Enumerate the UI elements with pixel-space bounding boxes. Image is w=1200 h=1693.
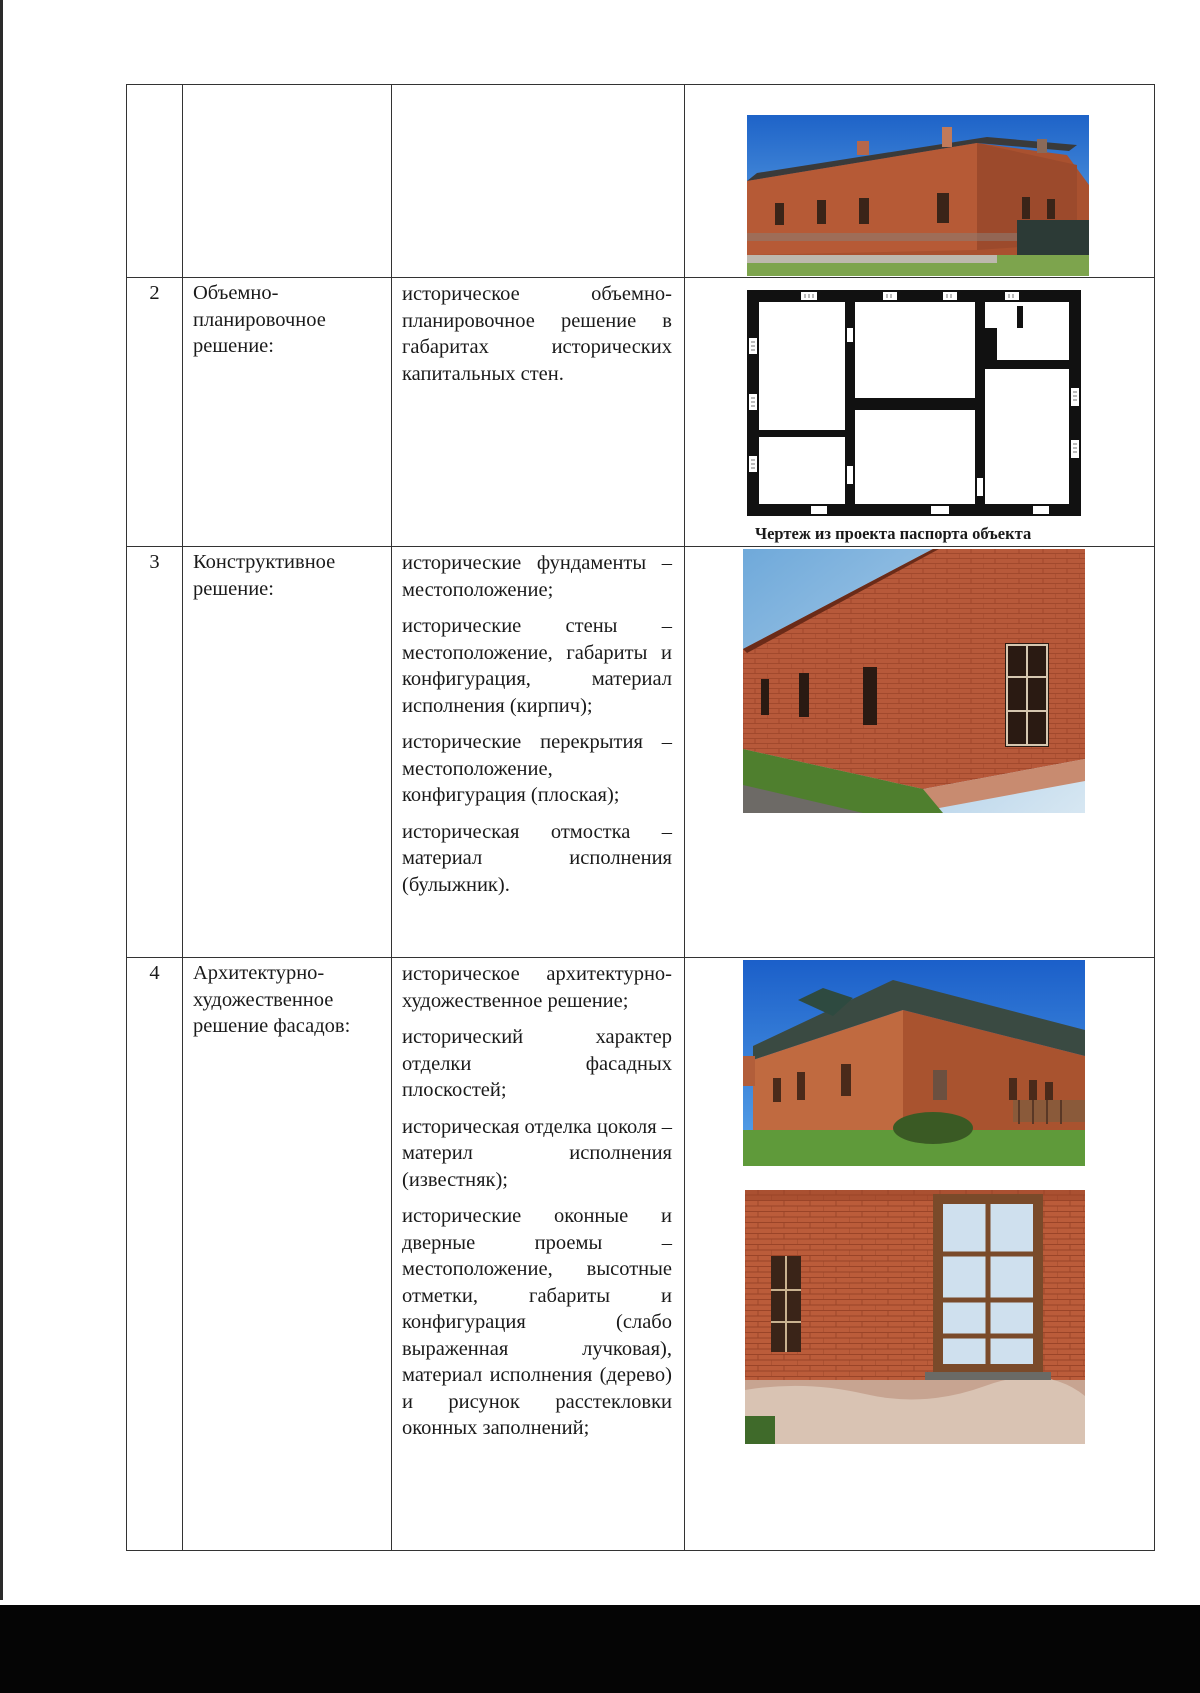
scan-left-edge: [0, 0, 3, 1600]
row-number: 2: [149, 282, 160, 304]
row-name-cell: [183, 958, 392, 1551]
window-closeup-photo: [745, 1190, 1085, 1444]
description-paragraph: историческое архитектурно-художественное решение;: [402, 963, 672, 1012]
row-photo-cell: [685, 278, 1155, 547]
row-number: 3: [149, 551, 160, 573]
description-paragraph: историческая отмостка – материал исполнения (булыжник).: [402, 820, 672, 896]
row-name-cell: [183, 278, 392, 547]
scan-bottom-bar: [0, 1605, 1200, 1693]
brick-wall-perspective-photo: [743, 549, 1085, 813]
row-photo-cell: [685, 958, 1155, 1551]
row-number-cell: [127, 958, 183, 1551]
row-number: [127, 85, 182, 87]
brick-building-side-photo: [747, 115, 1089, 276]
row-number-cell: [127, 85, 183, 278]
description-paragraph: исторический характер отделки фасадных плоскостей;: [402, 1026, 672, 1101]
floor-plan-drawing: [747, 290, 1081, 516]
row-number-cell: [127, 547, 183, 958]
row-name: Конструктивное решение:: [193, 551, 336, 600]
row-name: Объемно-планировочное решение:: [193, 282, 326, 357]
row-description-cell: [392, 85, 685, 278]
description-paragraph: историческая отделка цоколя – материл исполнения (известняк);: [402, 1115, 673, 1191]
row-number: 4: [149, 962, 160, 984]
row-name-cell: [183, 85, 392, 278]
object-features-table: [126, 84, 1155, 1551]
description-paragraph: историческое объемно-планировочное решение в габаритах исторических капитальных стен.: [402, 283, 672, 385]
description-paragraph: исторические перекрытия – местоположение, конфигурация (плоская);: [402, 731, 672, 806]
row-photo-cell: [685, 85, 1155, 278]
description-paragraph: исторические фундаменты – местоположение;: [402, 552, 672, 601]
table-row: [127, 547, 1155, 958]
row-description-cell: [392, 278, 685, 547]
row-description-cell: [392, 547, 685, 958]
table-row: [127, 278, 1155, 547]
row-name: [183, 85, 391, 87]
table-row: [127, 85, 1155, 278]
row-description-cell: [392, 958, 685, 1551]
row-name-cell: [183, 547, 392, 958]
description-paragraph: исторические стены – местоположение, габариты и конфигурация, материал исполнения (кирпич);: [402, 615, 672, 717]
row-photo-cell: [685, 547, 1155, 958]
row-number-cell: [127, 278, 183, 547]
table-row: [127, 958, 1155, 1551]
building-corner-photo: [743, 960, 1085, 1166]
description-paragraph: исторические оконные и дверные проемы – местоположение, высотные отметки, габариты и конфигурация (слабо выраженная лучковая), материал исполнения (дерево) и рисунок расстекловки оконных заполнений;: [402, 1205, 672, 1439]
drawing-caption: Чертеж из проекта паспорта объекта: [755, 524, 1032, 543]
row-name: Архитектурно-художественное решение фасадов:: [193, 962, 351, 1037]
